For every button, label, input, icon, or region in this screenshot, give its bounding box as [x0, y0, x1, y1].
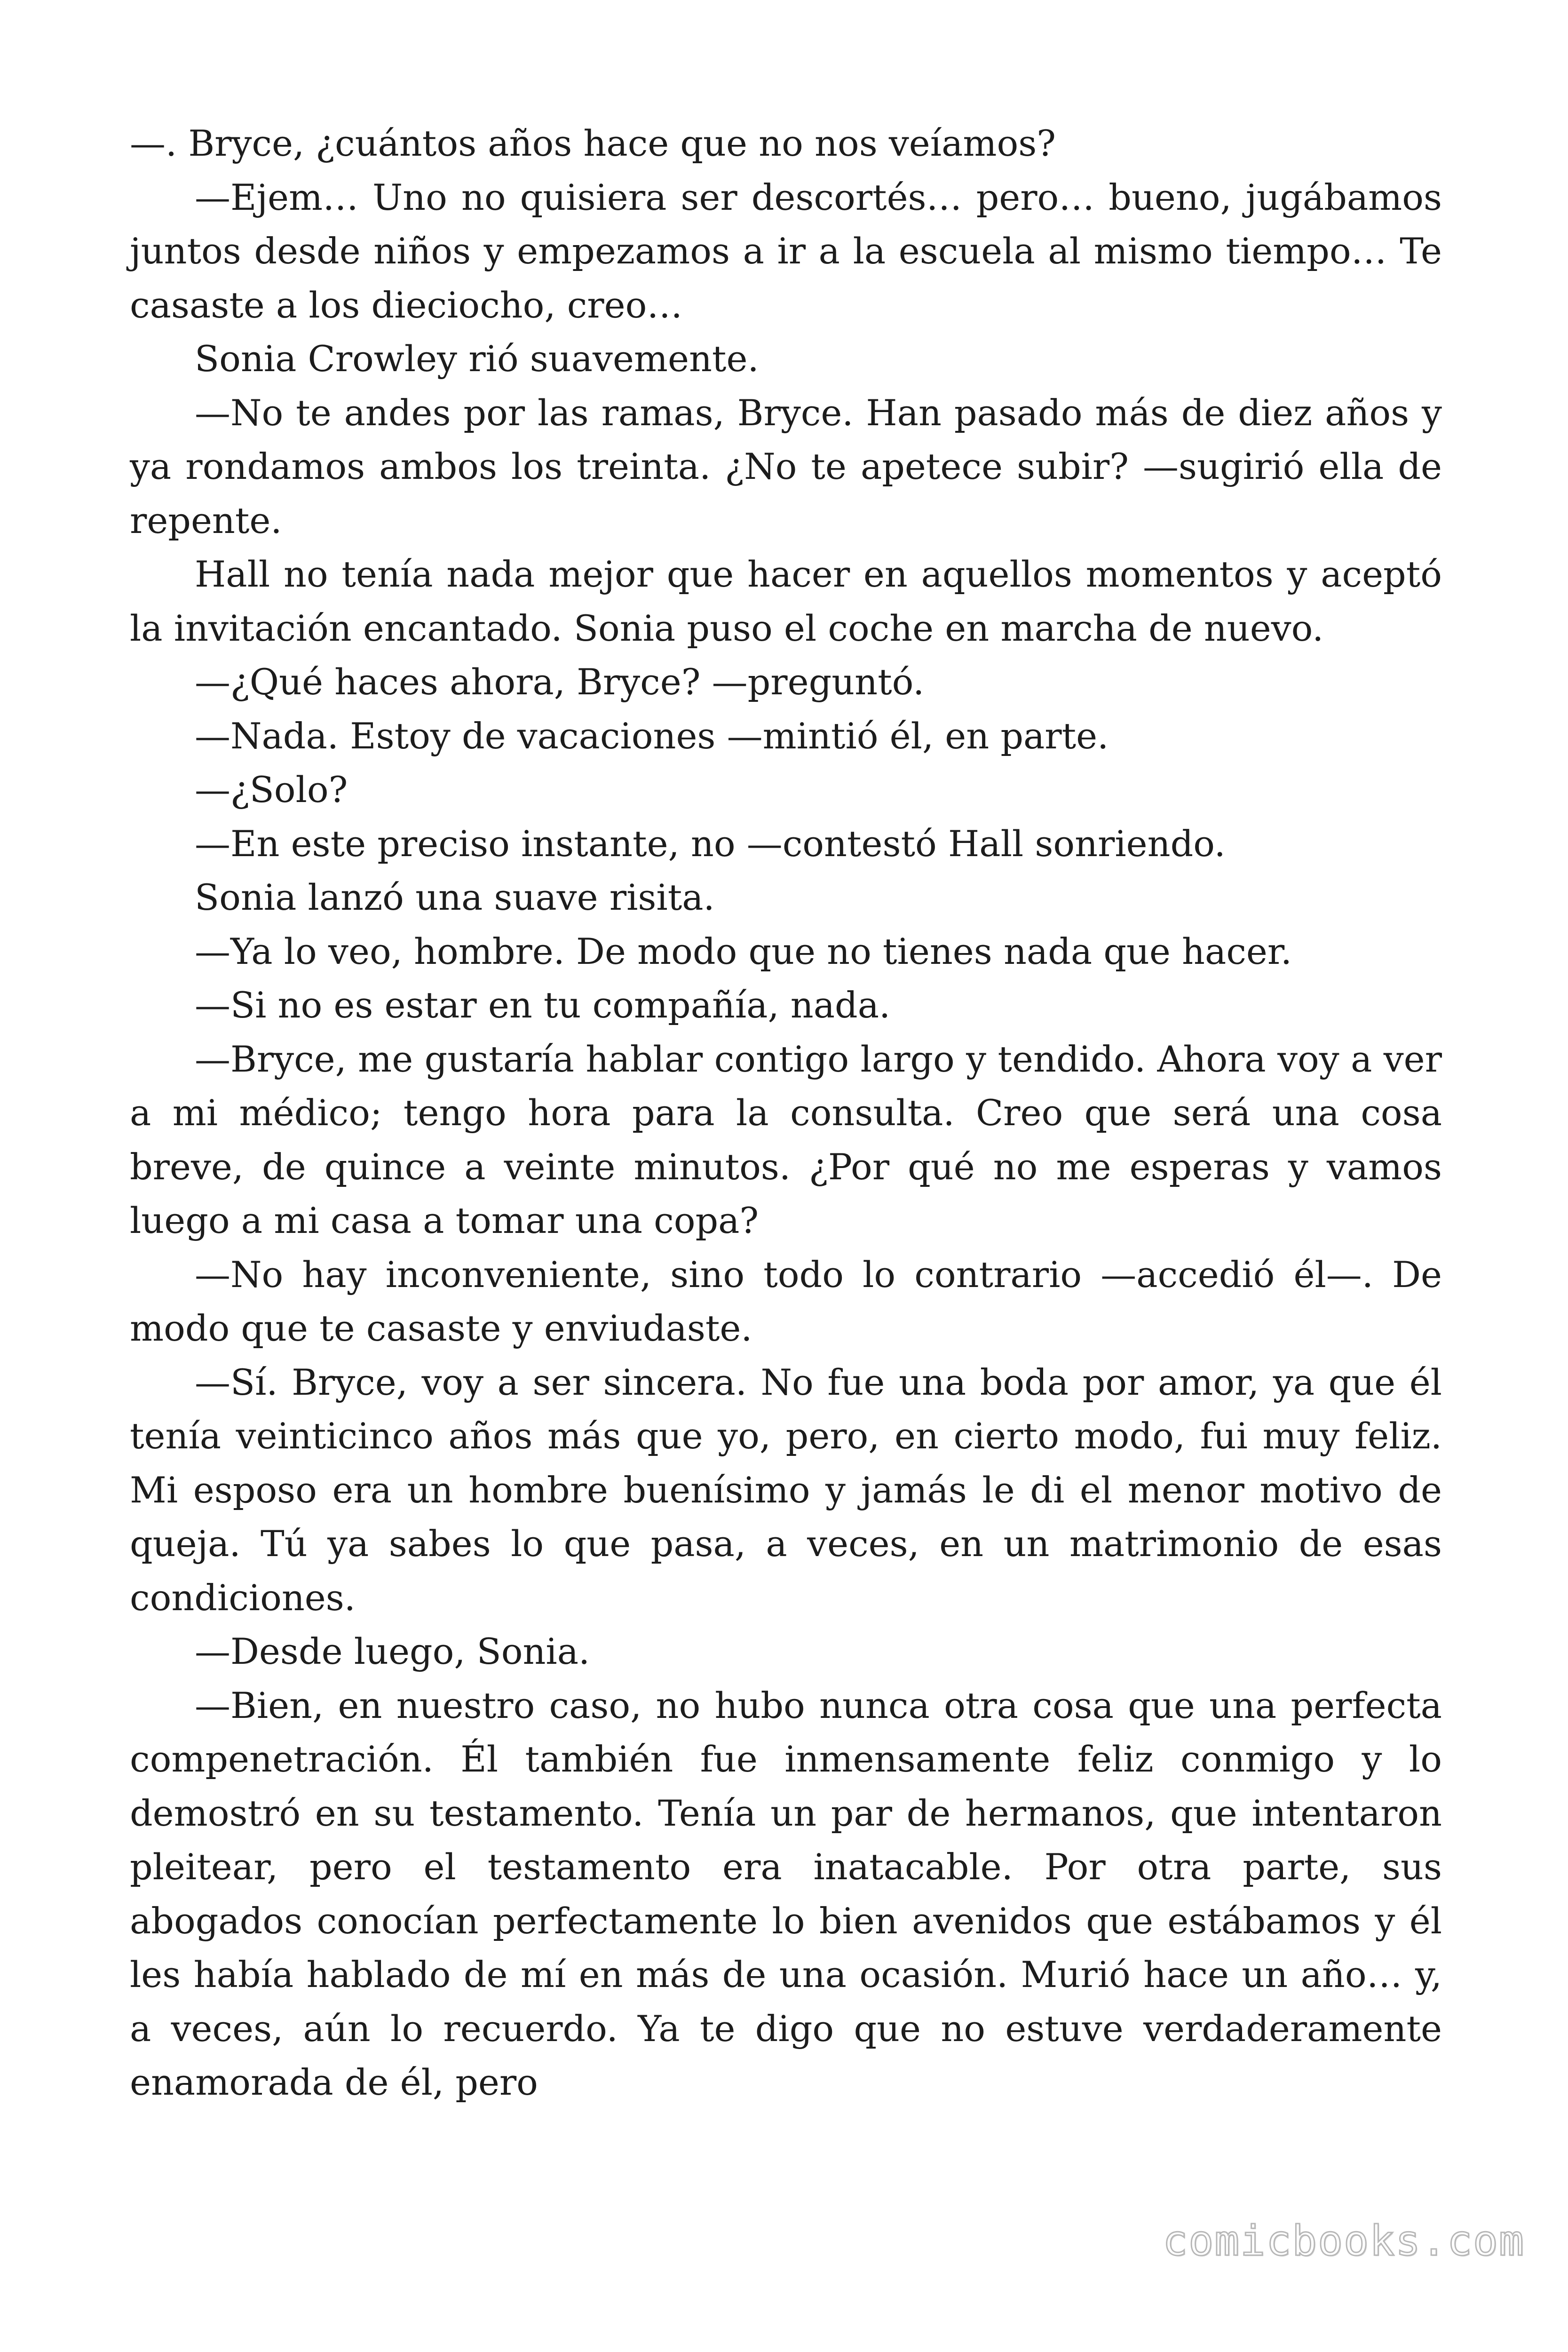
paragraph: —Ejem… Uno no quisiera ser descortés… pero… bueno, jugábamos juntos desde niños y empezamos a ir a la escuela al mismo tiempo… Te casaste a los dieciocho, creo… — [130, 176, 1442, 326]
paragraph: Sonia lanzó una suave risita. — [195, 876, 715, 918]
paragraph: —¿Qué haces ahora, Bryce? —preguntó. — [195, 661, 925, 703]
paragraph: —Bryce, me gustaría hablar contigo largo y tendido. Ahora voy a ver a mi médico; tengo hora para la consulta. Creo que será una cosa breve, de quince a veinte minutos. ¿Por qué no me esperas y vamos luego a mi casa a tomar una copa? — [130, 1038, 1442, 1241]
body-text — [130, 117, 1442, 2110]
paragraph: —Desde luego, Sonia. — [195, 1630, 590, 1672]
paragraph: Sonia Crowley rió suavemente. — [195, 338, 759, 380]
paragraph: —. Bryce, ¿cuántos años hace que no nos veíamos? — [130, 122, 1056, 164]
paragraph: Hall no tenía nada mejor que hacer en aquellos momentos y aceptó la invitación encantado. Sonia puso el coche en marcha de nuevo. — [130, 553, 1442, 649]
paragraph: —¿Solo? — [195, 769, 348, 810]
paragraph: —No hay inconveniente, sino todo lo contrario —accedió él—. De modo que te casaste y enviudaste. — [130, 1253, 1442, 1349]
paragraph: —Ya lo veo, hombre. De modo que no tienes nada que hacer. — [195, 930, 1292, 972]
paragraph: —Nada. Estoy de vacaciones —mintió él, en parte. — [195, 715, 1109, 757]
paragraph: —No te andes por las ramas, Bryce. Han pasado más de diez años y ya rondamos ambos los treinta. ¿No te apetece subir? —sugirió ella de repente. — [130, 391, 1442, 541]
paragraph: —En este preciso instante, no —contestó Hall sonriendo. — [195, 822, 1226, 865]
paragraph: —Si no es estar en tu compañía, nada. — [195, 984, 891, 1026]
watermark: comicbooks.com — [1163, 2217, 1525, 2265]
paragraph: —Bien, en nuestro caso, no hubo nunca otra cosa que una perfecta compenetración. Él también fue inmensamente feliz conmigo y lo demostró en su testamento. Tenía un par de hermanos, que intentaron pleitear, pero el testamento era inatacable. Por otra parte, sus abogados conocían perfectamente lo bien avenidos que estábamos y él les había hablado de mí en más de una ocasión. Murió hace un año… y, a veces, aún lo recuerdo. Ya te digo que no estuve verdaderamente enamorada de él, pero — [130, 1684, 1442, 2103]
paragraph: —Sí. Bryce, voy a ser sincera. No fue una boda por amor, ya que él tenía veinticinco años más que yo, pero, en cierto modo, fui muy feliz. Mi esposo era un hombre buenísimo y jamás le di el menor motivo de queja. Tú ya sabes lo que pasa, a veces, en un matrimonio de esas condiciones. — [130, 1361, 1442, 1619]
